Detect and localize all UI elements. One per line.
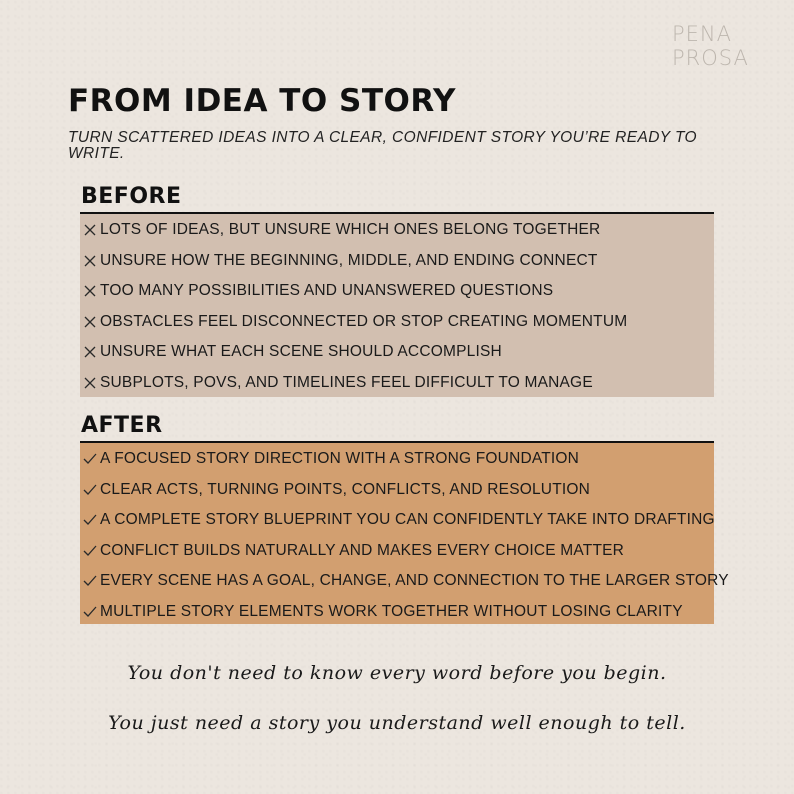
before-item-label: UNSURE HOW THE BEGINNING, MIDDLE, AND ENDING CONNECT (100, 251, 598, 269)
before-list-item (80, 276, 714, 307)
x-mark-icon (82, 377, 98, 389)
after-list-item (80, 505, 714, 536)
checkmark-icon (82, 606, 98, 618)
after-list-item (80, 536, 714, 567)
checkmark-icon (82, 545, 98, 557)
before-heading: BEFORE (81, 184, 182, 209)
quote-line-1: You don't need to know every word before you begin. (127, 662, 667, 684)
x-mark-icon (82, 346, 98, 358)
checkmark-icon (82, 514, 98, 526)
checkmark-icon (82, 453, 98, 465)
after-item-label: A COMPLETE STORY BLUEPRINT YOU CAN CONFIDENTLY TAKE INTO DRAFTING (100, 511, 715, 529)
before-list-item (80, 215, 714, 246)
after-item-label: CLEAR ACTS, TURNING POINTS, CONFLICTS, AND RESOLUTION (100, 480, 591, 498)
logo-line-2: PROSA (672, 46, 749, 70)
after-item-label: MULTIPLE STORY ELEMENTS WORK TOGETHER WITHOUT LOSING CLARITY (100, 602, 683, 620)
x-mark-icon (82, 285, 98, 297)
logo-line-1: PENA (672, 22, 733, 46)
before-list-item (80, 368, 714, 399)
x-mark-icon (82, 316, 98, 328)
before-item-label: OBSTACLES FEEL DISCONNECTED OR STOP CREATING MOMENTUM (100, 312, 628, 330)
page-title: FROM IDEA TO STORY (68, 83, 457, 119)
before-item-label: UNSURE WHAT EACH SCENE SHOULD ACCOMPLISH (100, 343, 502, 361)
x-mark-icon (82, 224, 98, 236)
after-item-label: A FOCUSED STORY DIRECTION WITH A STRONG FOUNDATION (100, 450, 580, 468)
before-list-item (80, 307, 714, 338)
before-item-label: LOTS OF IDEAS, BUT UNSURE WHICH ONES BELONG TOGETHER (100, 221, 601, 239)
after-list-item (80, 444, 714, 475)
before-list-item (80, 337, 714, 368)
before-item-label: TOO MANY POSSIBILITIES AND UNANSWERED QUESTIONS (100, 282, 554, 300)
before-list (80, 212, 714, 397)
checkmark-icon (82, 575, 98, 587)
page-subtitle: TURN SCATTERED IDEAS INTO A CLEAR, CONFIDENT STORY YOU’RE READY TO WRITE. (68, 129, 697, 162)
after-list-item (80, 566, 729, 597)
checkmark-icon (82, 484, 98, 496)
before-list-item (80, 246, 714, 277)
after-list-item (80, 475, 714, 506)
after-list-item (80, 597, 714, 628)
after-heading: AFTER (81, 413, 163, 438)
after-item-label: CONFLICT BUILDS NATURALLY AND MAKES EVERY CHOICE MATTER (100, 541, 625, 559)
x-mark-icon (82, 255, 98, 267)
after-list (80, 441, 729, 624)
after-item-label: EVERY SCENE HAS A GOAL, CHANGE, AND CONNECTION TO THE LARGER STORY (100, 572, 729, 590)
brand-logo (672, 22, 772, 70)
quote-line-2: You just need a story you understand well enough to tell. (108, 712, 686, 734)
before-item-label: SUBPLOTS, POVS, AND TIMELINES FEEL DIFFICULT TO MANAGE (100, 373, 593, 391)
